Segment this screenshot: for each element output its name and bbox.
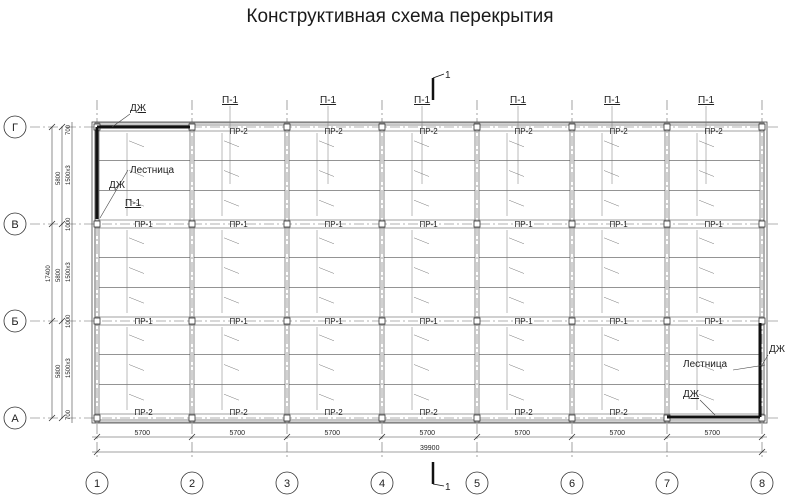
slab-mark xyxy=(129,365,144,371)
slab-mark xyxy=(414,200,429,206)
label-stair: Лестница xyxy=(683,359,728,370)
label-stair: Лестница xyxy=(130,165,175,176)
column-node xyxy=(189,318,195,324)
label-pr2: ПР-2 xyxy=(229,408,248,417)
label-pr1: ПР-1 xyxy=(609,317,628,326)
slab-mark xyxy=(604,268,619,274)
slab-mark xyxy=(224,238,239,244)
column-node xyxy=(664,221,670,227)
column-node xyxy=(759,221,765,227)
label-pr2: ПР-2 xyxy=(134,408,153,417)
column-node xyxy=(284,415,290,421)
label-pr2: ПР-2 xyxy=(514,127,533,136)
rc-leader xyxy=(700,400,715,415)
row-axis-label: А xyxy=(11,413,19,425)
label-rc-beam: ДЖ xyxy=(769,344,786,355)
column-node xyxy=(569,318,575,324)
dim-bay: 5700 xyxy=(419,430,436,437)
slab-mark xyxy=(319,238,334,244)
slab-mark xyxy=(604,141,619,147)
label-pr2: ПР-2 xyxy=(324,127,343,136)
label-pr2: ПР-2 xyxy=(609,127,628,136)
slab-mark xyxy=(414,238,429,244)
label-pr1: ПР-1 xyxy=(514,317,533,326)
slab-mark xyxy=(604,365,619,371)
slab-mark xyxy=(509,238,524,244)
inner-wall xyxy=(95,125,764,420)
slab-mark xyxy=(509,171,524,177)
label-pr1: ПР-1 xyxy=(134,220,153,229)
slab-mark xyxy=(129,394,144,400)
label-pr1: ПР-1 xyxy=(229,317,248,326)
slab-mark xyxy=(699,297,714,303)
column-axis-label: 7 xyxy=(663,478,671,490)
dim-bay: 5700 xyxy=(704,430,721,437)
slab-mark xyxy=(224,141,239,147)
column-node xyxy=(569,415,575,421)
column-node xyxy=(189,415,195,421)
slab-mark xyxy=(129,335,144,341)
slab-mark xyxy=(414,297,429,303)
label-pr2: ПР-2 xyxy=(514,408,533,417)
slab-mark xyxy=(224,394,239,400)
slab-mark xyxy=(319,394,334,400)
column-axis-label: 6 xyxy=(568,478,576,490)
label-p1: П-1 xyxy=(414,95,431,106)
dim-bay: 5700 xyxy=(609,430,626,437)
label-pr1: ПР-1 xyxy=(419,317,438,326)
slab-mark xyxy=(414,268,429,274)
column-node xyxy=(664,318,670,324)
slab-mark xyxy=(319,268,334,274)
label-p1: П-1 xyxy=(604,95,621,106)
column-node xyxy=(189,221,195,227)
dim-edge: 700 xyxy=(66,124,72,135)
labels xyxy=(100,70,786,493)
label-pr1: ПР-1 xyxy=(609,220,628,229)
slab-mark xyxy=(699,394,714,400)
label-pr1: ПР-1 xyxy=(134,317,153,326)
column-axis-label: 1 xyxy=(93,478,101,490)
column-node xyxy=(474,124,480,130)
slab-mark xyxy=(509,335,524,341)
slab-mark xyxy=(129,268,144,274)
section-arrow-top xyxy=(433,74,444,78)
slab-mark xyxy=(319,297,334,303)
label-pr2: ПР-2 xyxy=(324,408,343,417)
dim-edge: 700 xyxy=(66,409,72,420)
slab-mark xyxy=(509,365,524,371)
slab-mark xyxy=(699,268,714,274)
slab-mark xyxy=(129,238,144,244)
column-node xyxy=(474,221,480,227)
dim-span-middle: 5800 xyxy=(56,268,62,282)
label-pr2: ПР-2 xyxy=(419,408,438,417)
slab-mark xyxy=(224,365,239,371)
label-pr2: ПР-2 xyxy=(704,127,723,136)
slab-mark xyxy=(319,171,334,177)
dim-span-top: 5800 xyxy=(56,171,62,185)
label-p1: П-1 xyxy=(510,95,527,106)
column-node xyxy=(379,318,385,324)
column-axis-label: 4 xyxy=(378,478,386,490)
label-p1: П-1 xyxy=(222,95,239,106)
label-rc-beam: ДЖ xyxy=(683,389,700,400)
row-axis-label: В xyxy=(11,219,19,231)
column-axis-label: 2 xyxy=(188,478,196,490)
label-p1: П-1 xyxy=(320,95,337,106)
column-node xyxy=(379,124,385,130)
column-node xyxy=(379,221,385,227)
slab-mark xyxy=(319,141,334,147)
label-pr1: ПР-1 xyxy=(229,220,248,229)
dim-total-height: 17400 xyxy=(46,265,52,282)
column-node xyxy=(569,221,575,227)
dim-edge: 1000 xyxy=(66,314,72,328)
label-pr1: ПР-1 xyxy=(419,220,438,229)
label-pr1: ПР-1 xyxy=(324,317,343,326)
section-arrow-bottom xyxy=(433,484,444,486)
slab-mark xyxy=(224,297,239,303)
column-node xyxy=(379,415,385,421)
slab-mark xyxy=(604,297,619,303)
row-axis-label: Б xyxy=(11,316,19,328)
slab-mark xyxy=(699,200,714,206)
drawing-title: Конструктивная схема перекрытия xyxy=(246,6,554,27)
column-node xyxy=(474,318,480,324)
label-pr1: ПР-1 xyxy=(324,220,343,229)
label-rc-beam: ДЖ xyxy=(109,180,126,191)
stair-leader xyxy=(100,170,128,218)
column-node xyxy=(759,124,765,130)
slab-mark xyxy=(509,394,524,400)
slab-mark xyxy=(699,171,714,177)
slab-mark xyxy=(604,335,619,341)
label-p1: П-1 xyxy=(125,198,142,209)
slab-mark xyxy=(509,297,524,303)
slab-mark xyxy=(319,200,334,206)
slab-mark xyxy=(414,141,429,147)
slab-mark xyxy=(319,335,334,341)
dim-bay: 5700 xyxy=(229,430,246,437)
grid-lines xyxy=(30,100,780,460)
slab-mark xyxy=(414,365,429,371)
slab-mark xyxy=(604,238,619,244)
column-node xyxy=(284,221,290,227)
dim-slabs-top: 1500x3 xyxy=(66,165,72,185)
slab-mark xyxy=(699,141,714,147)
label-pr1: ПР-1 xyxy=(704,220,723,229)
slab-mark xyxy=(224,268,239,274)
column-node xyxy=(474,415,480,421)
column-axis-label: 5 xyxy=(473,478,481,490)
dim-bay: 5700 xyxy=(134,430,151,437)
slab-mark xyxy=(224,200,239,206)
outer-wall xyxy=(92,122,767,423)
column-node xyxy=(664,124,670,130)
column-axis-label: 3 xyxy=(283,478,291,490)
column-node xyxy=(284,124,290,130)
dim-bay: 5700 xyxy=(514,430,531,437)
label-pr1: ПР-1 xyxy=(514,220,533,229)
label-pr1: ПР-1 xyxy=(704,317,723,326)
slab-mark xyxy=(129,141,144,147)
section-mark-label: 1 xyxy=(445,70,451,81)
label-rc-beam: ДЖ xyxy=(130,103,147,114)
slab-mark xyxy=(129,297,144,303)
section-mark-label: 1 xyxy=(445,482,451,493)
slab-mark xyxy=(224,171,239,177)
column-node xyxy=(94,318,100,324)
dim-slabs-middle: 1500x3 xyxy=(66,262,72,282)
label-pr2: ПР-2 xyxy=(229,127,248,136)
slab-mark xyxy=(319,365,334,371)
label-p1: П-1 xyxy=(698,95,715,106)
dim-total-length: 39900 xyxy=(420,445,440,452)
dim-edge: 1000 xyxy=(66,217,72,231)
column-node xyxy=(569,124,575,130)
column-node xyxy=(94,415,100,421)
slab-mark xyxy=(604,171,619,177)
row-axis-label: Г xyxy=(12,122,18,134)
slab-mark xyxy=(414,335,429,341)
label-pr2: ПР-2 xyxy=(419,127,438,136)
dim-slabs-bottom: 1500x3 xyxy=(66,358,72,378)
slab-mark xyxy=(604,200,619,206)
column-node xyxy=(94,221,100,227)
slab-mark xyxy=(414,171,429,177)
label-pr2: ПР-2 xyxy=(609,408,628,417)
dim-bay: 5700 xyxy=(324,430,341,437)
slab-mark xyxy=(509,200,524,206)
slab-mark xyxy=(699,335,714,341)
dim-span-bottom: 5800 xyxy=(56,364,62,378)
slab-mark xyxy=(509,268,524,274)
column-node xyxy=(284,318,290,324)
slab-mark xyxy=(414,394,429,400)
slab-mark xyxy=(224,335,239,341)
column-axis-label: 8 xyxy=(758,478,766,490)
slab-mark xyxy=(604,394,619,400)
slab-mark xyxy=(699,238,714,244)
slab-mark xyxy=(509,141,524,147)
